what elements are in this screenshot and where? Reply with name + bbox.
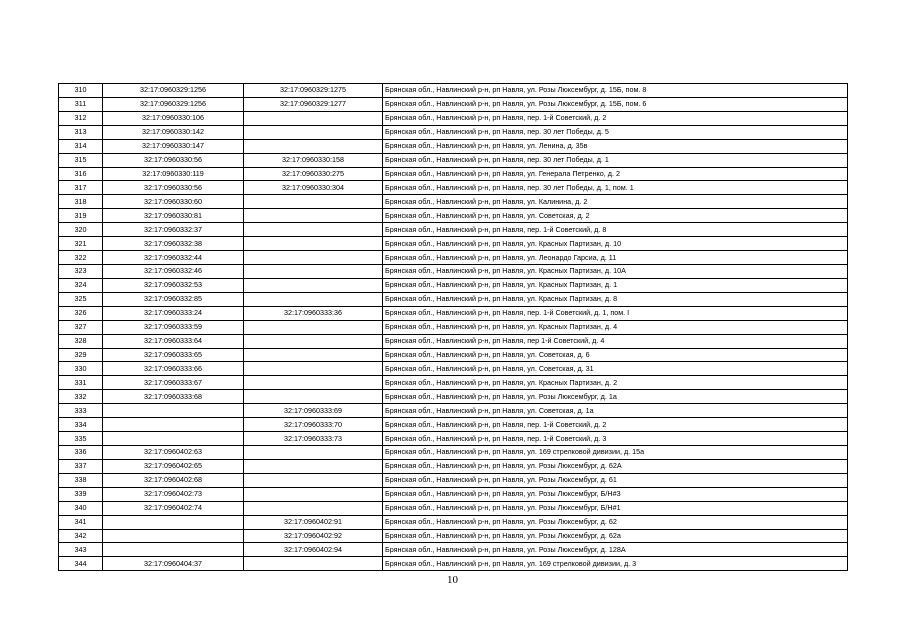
parcel-cadastral-number: 32:17:0960332:85 — [103, 292, 244, 306]
row-number: 315 — [59, 153, 103, 167]
row-number: 317 — [59, 181, 103, 195]
row-number: 335 — [59, 432, 103, 446]
page-number: 10 — [447, 574, 458, 586]
object-cadastral-number — [244, 111, 383, 125]
table-row — [59, 473, 848, 487]
address: Брянская обл., Навлинский р-н, рп Навля, ул. Генерала Петренко, д. 2 — [383, 167, 848, 181]
parcel-cadastral-number: 32:17:0960333:68 — [103, 390, 244, 404]
table-row — [59, 376, 848, 390]
table-row — [59, 557, 848, 571]
address: Брянская обл., Навлинский р-н, рп Навля, ул. Розы Люксембург, д. 1а — [383, 390, 848, 404]
table-row — [59, 418, 848, 432]
parcel-cadastral-number — [103, 404, 244, 418]
object-cadastral-number — [244, 362, 383, 376]
object-cadastral-number — [244, 125, 383, 139]
row-number: 334 — [59, 418, 103, 432]
parcel-cadastral-number: 32:17:0960332:37 — [103, 223, 244, 237]
object-cadastral-number: 32:17:0960402:91 — [244, 515, 383, 529]
table-row — [59, 209, 848, 223]
row-number: 323 — [59, 264, 103, 278]
address: Брянская обл., Навлинский р-н, рп Навля, пер. 30 лет Победы, д. 5 — [383, 125, 848, 139]
object-cadastral-number — [244, 473, 383, 487]
address: Брянская обл., Навлинский р-н, рп Навля, ул. Розы Люксембург, д. 15Б, пом. 8 — [383, 84, 848, 98]
parcel-cadastral-number: 32:17:0960330:60 — [103, 195, 244, 209]
table-row — [59, 487, 848, 501]
table-row — [59, 84, 848, 98]
object-cadastral-number — [244, 557, 383, 571]
row-number: 321 — [59, 237, 103, 251]
address: Брянская обл., Навлинский р-н, рп Навля, ул. Красных Партизан, д. 8 — [383, 292, 848, 306]
table-row — [59, 181, 848, 195]
object-cadastral-number — [244, 251, 383, 265]
object-cadastral-number — [244, 320, 383, 334]
object-cadastral-number: 32:17:0960330:158 — [244, 153, 383, 167]
parcel-cadastral-number — [103, 543, 244, 557]
address: Брянская обл., Навлинский р-н, рп Навля, ул. Розы Люксембург, д. 62а — [383, 529, 848, 543]
row-number: 344 — [59, 557, 103, 571]
table-body — [59, 84, 848, 571]
parcel-cadastral-number: 32:17:0960333:24 — [103, 306, 244, 320]
parcel-cadastral-number: 32:17:0960330:56 — [103, 181, 244, 195]
row-number: 339 — [59, 487, 103, 501]
row-number: 319 — [59, 209, 103, 223]
object-cadastral-number — [244, 209, 383, 223]
row-number: 325 — [59, 292, 103, 306]
parcel-cadastral-number: 32:17:0960402:73 — [103, 487, 244, 501]
row-number: 327 — [59, 320, 103, 334]
table-row — [59, 362, 848, 376]
parcel-cadastral-number: 32:17:0960329:1256 — [103, 84, 244, 98]
parcel-cadastral-number — [103, 515, 244, 529]
address: Брянская обл., Навлинский р-н, рп Навля, ул. Розы Люксембург, Б/Н#3 — [383, 487, 848, 501]
parcel-cadastral-number: 32:17:0960333:65 — [103, 348, 244, 362]
table-row — [59, 125, 848, 139]
address: Брянская обл., Навлинский р-н, рп Навля, ул. Красных Партизан, д. 4 — [383, 320, 848, 334]
parcel-cadastral-number: 32:17:0960330:119 — [103, 167, 244, 181]
parcel-cadastral-number: 32:17:0960330:56 — [103, 153, 244, 167]
property-table — [58, 83, 848, 571]
parcel-cadastral-number: 32:17:0960402:63 — [103, 445, 244, 459]
object-cadastral-number: 32:17:0960333:69 — [244, 404, 383, 418]
parcel-cadastral-number: 32:17:0960402:68 — [103, 473, 244, 487]
parcel-cadastral-number: 32:17:0960332:44 — [103, 251, 244, 265]
row-number: 338 — [59, 473, 103, 487]
table-row — [59, 237, 848, 251]
address: Брянская обл., Навлинский р-н, рп Навля, ул. Розы Люксембург, д. 61 — [383, 473, 848, 487]
address: Брянская обл., Навлинский р-н, рп Навля, ул. Красных Партизан, д. 2 — [383, 376, 848, 390]
object-cadastral-number — [244, 501, 383, 515]
parcel-cadastral-number: 32:17:0960330:142 — [103, 125, 244, 139]
table-row — [59, 543, 848, 557]
table-row — [59, 501, 848, 515]
parcel-cadastral-number: 32:17:0960333:64 — [103, 334, 244, 348]
table-row — [59, 195, 848, 209]
object-cadastral-number: 32:17:0960402:92 — [244, 529, 383, 543]
row-number: 336 — [59, 445, 103, 459]
address: Брянская обл., Навлинский р-н, рп Навля, ул. Розы Люксембург, д. 62А — [383, 459, 848, 473]
table-row — [59, 251, 848, 265]
object-cadastral-number — [244, 334, 383, 348]
parcel-cadastral-number — [103, 529, 244, 543]
address: Брянская обл., Навлинский р-н, рп Навля, пер. 1-й Советский, д. 3 — [383, 432, 848, 446]
row-number: 322 — [59, 251, 103, 265]
table-row — [59, 348, 848, 362]
address: Брянская обл., Навлинский р-н, рп Навля, пер. 30 лет Победы, д. 1 — [383, 153, 848, 167]
row-number: 341 — [59, 515, 103, 529]
object-cadastral-number — [244, 237, 383, 251]
parcel-cadastral-number: 32:17:0960330:106 — [103, 111, 244, 125]
address: Брянская обл., Навлинский р-н, рп Навля, пер 1-й Советский, д. 4 — [383, 334, 848, 348]
row-number: 343 — [59, 543, 103, 557]
row-number: 316 — [59, 167, 103, 181]
row-number: 314 — [59, 139, 103, 153]
object-cadastral-number: 32:17:0960333:36 — [244, 306, 383, 320]
table-row — [59, 111, 848, 125]
parcel-cadastral-number: 32:17:0960329:1256 — [103, 97, 244, 111]
parcel-cadastral-number: 32:17:0960333:67 — [103, 376, 244, 390]
address: Брянская обл., Навлинский р-н, рп Навля, ул. Красных Партизан, д. 1 — [383, 278, 848, 292]
parcel-cadastral-number: 32:17:0960330:147 — [103, 139, 244, 153]
object-cadastral-number — [244, 278, 383, 292]
parcel-cadastral-number: 32:17:0960402:74 — [103, 501, 244, 515]
parcel-cadastral-number: 32:17:0960333:59 — [103, 320, 244, 334]
row-number: 333 — [59, 404, 103, 418]
object-cadastral-number — [244, 264, 383, 278]
row-number: 340 — [59, 501, 103, 515]
address: Брянская обл., Навлинский р-н, рп Навля, ул. Калинина, д. 2 — [383, 195, 848, 209]
object-cadastral-number: 32:17:0960330:304 — [244, 181, 383, 195]
address: Брянская обл., Навлинский р-н, рп Навля, ул. Розы Люксембург, Б/Н#1 — [383, 501, 848, 515]
property-table-container — [58, 83, 848, 571]
address: Брянская обл., Навлинский р-н, рп Навля, пер. 1-й Советский, д. 1, пом. I — [383, 306, 848, 320]
row-number: 330 — [59, 362, 103, 376]
row-number: 337 — [59, 459, 103, 473]
row-number: 313 — [59, 125, 103, 139]
row-number: 342 — [59, 529, 103, 543]
address: Брянская обл., Навлинский р-н, рп Навля, ул. Розы Люксембург, д. 128А — [383, 543, 848, 557]
parcel-cadastral-number: 32:17:0960330:81 — [103, 209, 244, 223]
table-row — [59, 278, 848, 292]
address: Брянская обл., Навлинский р-н, рп Навля, ул. 169 стрелковой дивизии, д. 15а — [383, 445, 848, 459]
address: Брянская обл., Навлинский р-н, рп Навля, ул. Розы Люксембург, д. 15Б, пом. 6 — [383, 97, 848, 111]
table-row — [59, 529, 848, 543]
address: Брянская обл., Навлинский р-н, рп Навля, пер. 1-й Советский, д. 2 — [383, 418, 848, 432]
row-number: 318 — [59, 195, 103, 209]
address: Брянская обл., Навлинский р-н, рп Навля, ул. Леонардо Гарсиа, д. 11 — [383, 251, 848, 265]
object-cadastral-number — [244, 390, 383, 404]
object-cadastral-number: 32:17:0960333:70 — [244, 418, 383, 432]
row-number: 311 — [59, 97, 103, 111]
table-row — [59, 404, 848, 418]
object-cadastral-number: 32:17:0960330:275 — [244, 167, 383, 181]
row-number: 328 — [59, 334, 103, 348]
parcel-cadastral-number: 32:17:0960332:38 — [103, 237, 244, 251]
address: Брянская обл., Навлинский р-н, рп Навля, пер. 1-й Советский, д. 8 — [383, 223, 848, 237]
parcel-cadastral-number: 32:17:0960332:53 — [103, 278, 244, 292]
object-cadastral-number: 32:17:0960329:1277 — [244, 97, 383, 111]
table-row — [59, 167, 848, 181]
table-row — [59, 153, 848, 167]
table-row — [59, 334, 848, 348]
address: Брянская обл., Навлинский р-н, рп Навля, пер. 30 лет Победы, д. 1, пом. 1 — [383, 181, 848, 195]
row-number: 329 — [59, 348, 103, 362]
object-cadastral-number — [244, 292, 383, 306]
address: Брянская обл., Навлинский р-н, рп Навля, ул. Красных Партизан, д. 10А — [383, 264, 848, 278]
table-row — [59, 515, 848, 529]
address: Брянская обл., Навлинский р-н, рп Навля, ул. Советская, д. 2 — [383, 209, 848, 223]
object-cadastral-number — [244, 376, 383, 390]
address: Брянская обл., Навлинский р-н, рп Навля, ул. Ленина, д. 35в — [383, 139, 848, 153]
row-number: 324 — [59, 278, 103, 292]
object-cadastral-number — [244, 195, 383, 209]
object-cadastral-number — [244, 459, 383, 473]
address: Брянская обл., Навлинский р-н, рп Навля, ул. 169 стрелковой дивизии, д. 3 — [383, 557, 848, 571]
row-number: 332 — [59, 390, 103, 404]
table-row — [59, 306, 848, 320]
object-cadastral-number — [244, 348, 383, 362]
object-cadastral-number: 32:17:0960402:94 — [244, 543, 383, 557]
row-number: 312 — [59, 111, 103, 125]
table-row — [59, 139, 848, 153]
object-cadastral-number: 32:17:0960329:1275 — [244, 84, 383, 98]
object-cadastral-number — [244, 445, 383, 459]
table-row — [59, 432, 848, 446]
object-cadastral-number — [244, 487, 383, 501]
parcel-cadastral-number — [103, 418, 244, 432]
row-number: 320 — [59, 223, 103, 237]
parcel-cadastral-number: 32:17:0960402:65 — [103, 459, 244, 473]
row-number: 310 — [59, 84, 103, 98]
object-cadastral-number — [244, 139, 383, 153]
table-row — [59, 459, 848, 473]
table-row — [59, 390, 848, 404]
address: Брянская обл., Навлинский р-н, рп Навля, ул. Советская, д. 31 — [383, 362, 848, 376]
parcel-cadastral-number: 32:17:0960332:46 — [103, 264, 244, 278]
table-row — [59, 264, 848, 278]
object-cadastral-number: 32:17:0960333:73 — [244, 432, 383, 446]
parcel-cadastral-number — [103, 432, 244, 446]
table-row — [59, 292, 848, 306]
address: Брянская обл., Навлинский р-н, рп Навля, ул. Советская, д. 6 — [383, 348, 848, 362]
table-row — [59, 320, 848, 334]
parcel-cadastral-number: 32:17:0960404:37 — [103, 557, 244, 571]
table-row — [59, 445, 848, 459]
row-number: 331 — [59, 376, 103, 390]
table-row — [59, 97, 848, 111]
object-cadastral-number — [244, 223, 383, 237]
address: Брянская обл., Навлинский р-н, рп Навля, пер. 1-й Советский, д. 2 — [383, 111, 848, 125]
address: Брянская обл., Навлинский р-н, рп Навля, ул. Красных Партизан, д. 10 — [383, 237, 848, 251]
row-number: 326 — [59, 306, 103, 320]
address: Брянская обл., Навлинский р-н, рп Навля, ул. Розы Люксембург, д. 62 — [383, 515, 848, 529]
address: Брянская обл., Навлинский р-н, рп Навля, ул. Советская, д. 1а — [383, 404, 848, 418]
table-row — [59, 223, 848, 237]
parcel-cadastral-number: 32:17:0960333:66 — [103, 362, 244, 376]
